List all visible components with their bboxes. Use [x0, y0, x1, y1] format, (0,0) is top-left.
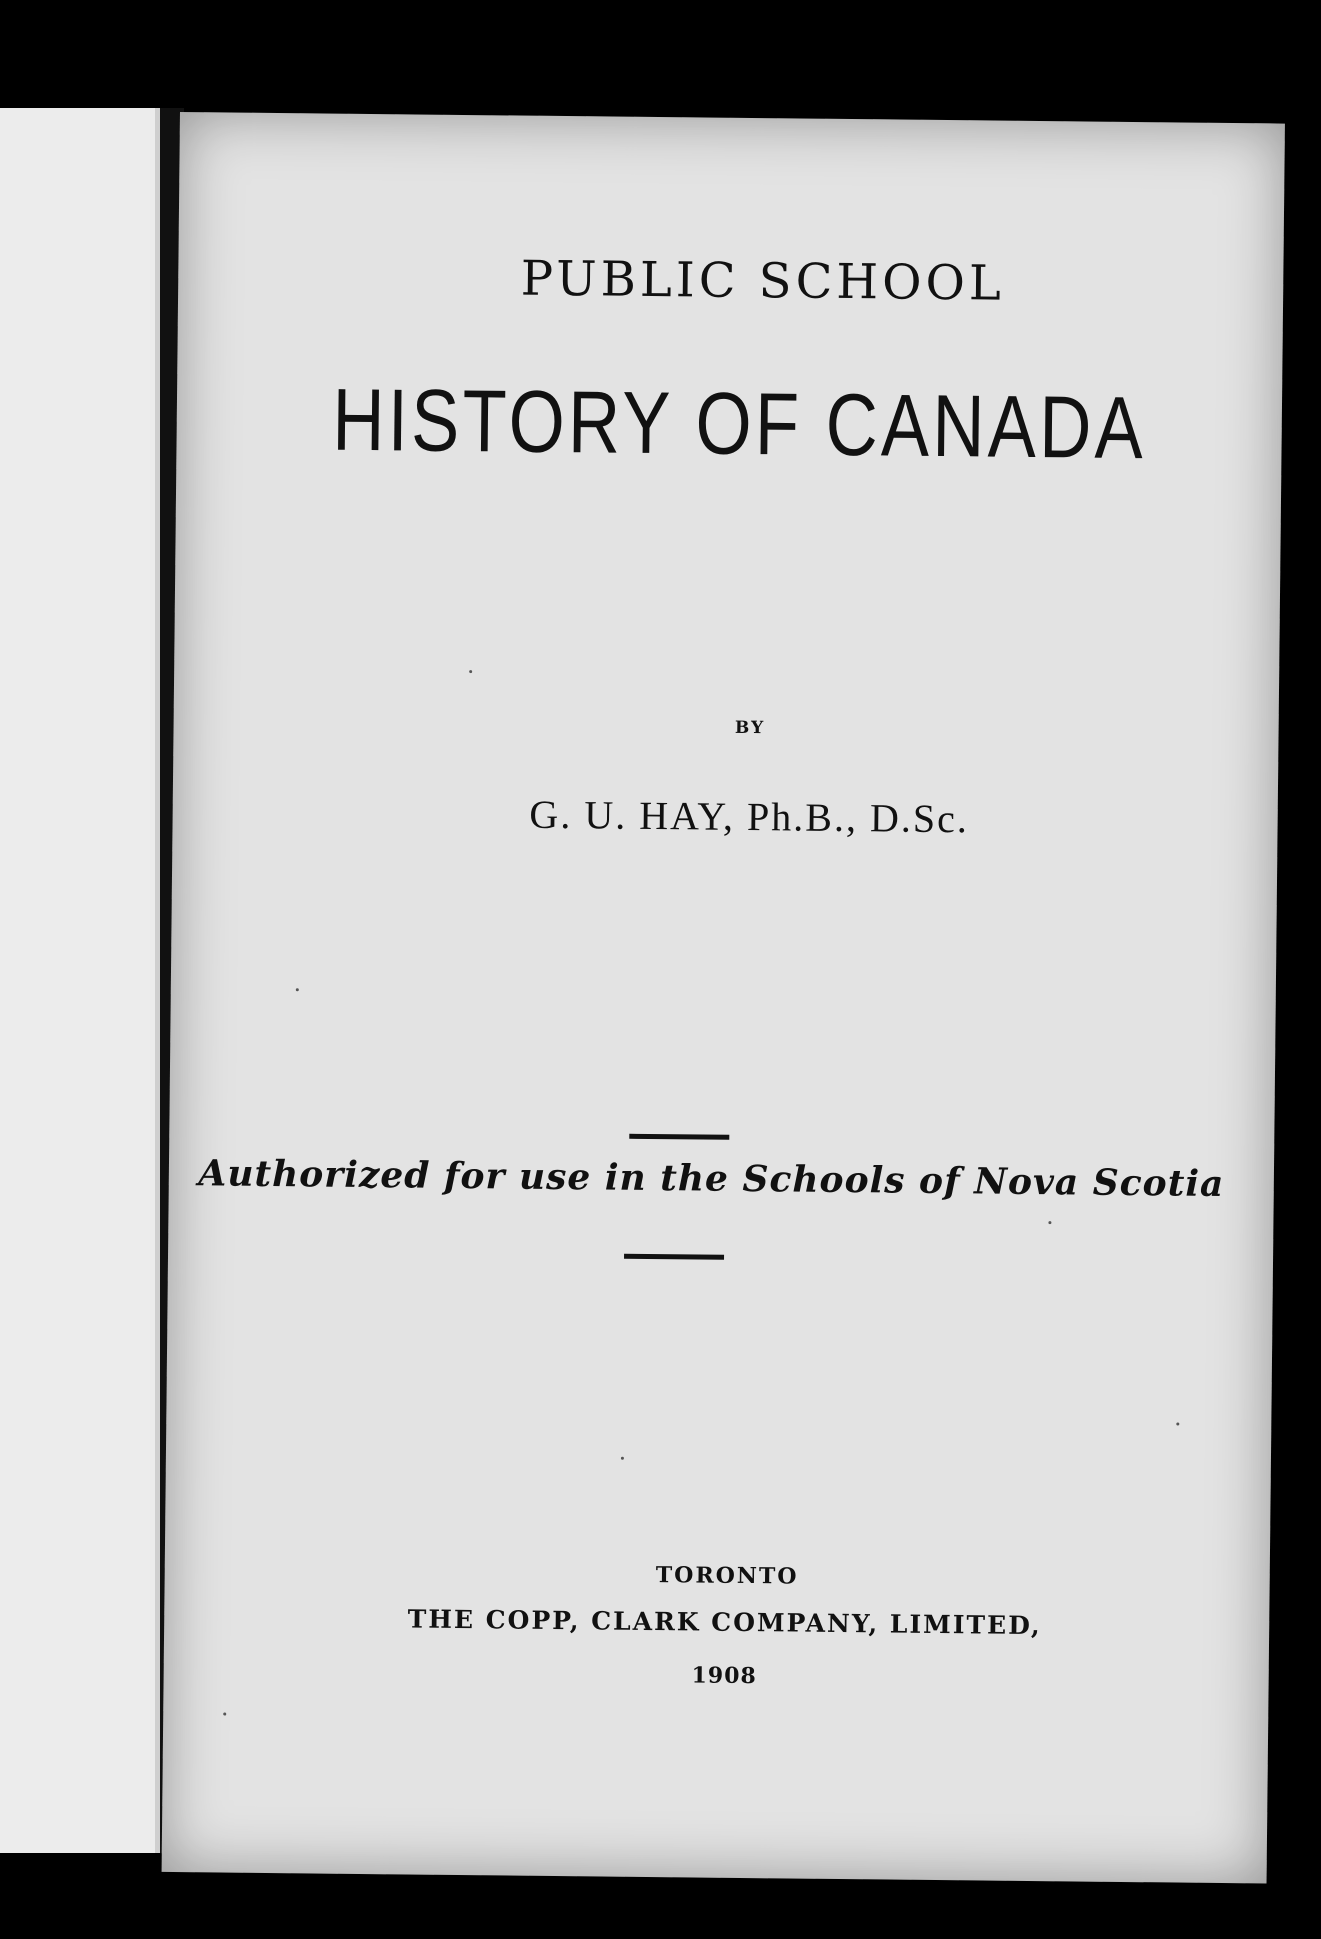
title-page: [162, 112, 1285, 1883]
speckle: [1176, 1423, 1179, 1426]
publication-year: 1908: [691, 1662, 757, 1690]
title-line-1: PUBLIC SCHOOL: [520, 250, 1006, 312]
authorization-note: Authorized for use in the Schools of Nova Scotia: [198, 1152, 1225, 1205]
speckle: [621, 1457, 624, 1460]
rule-bottom: [624, 1254, 724, 1260]
publisher-name: THE COPP, CLARK COMPANY, LIMITED,: [407, 1604, 1042, 1641]
by-label: BY: [734, 717, 766, 739]
rule-top: [629, 1134, 729, 1140]
speckle: [469, 670, 472, 673]
speckle: [1048, 1221, 1051, 1224]
facing-page: [0, 108, 160, 1853]
speckle: [223, 1713, 226, 1716]
speckle: [296, 988, 299, 991]
author-name: G. U. HAY, Ph.B., D.Sc.: [529, 791, 970, 842]
title-line-2: HISTORY OF CANADA: [331, 369, 1147, 478]
publisher-city: TORONTO: [655, 1562, 799, 1590]
